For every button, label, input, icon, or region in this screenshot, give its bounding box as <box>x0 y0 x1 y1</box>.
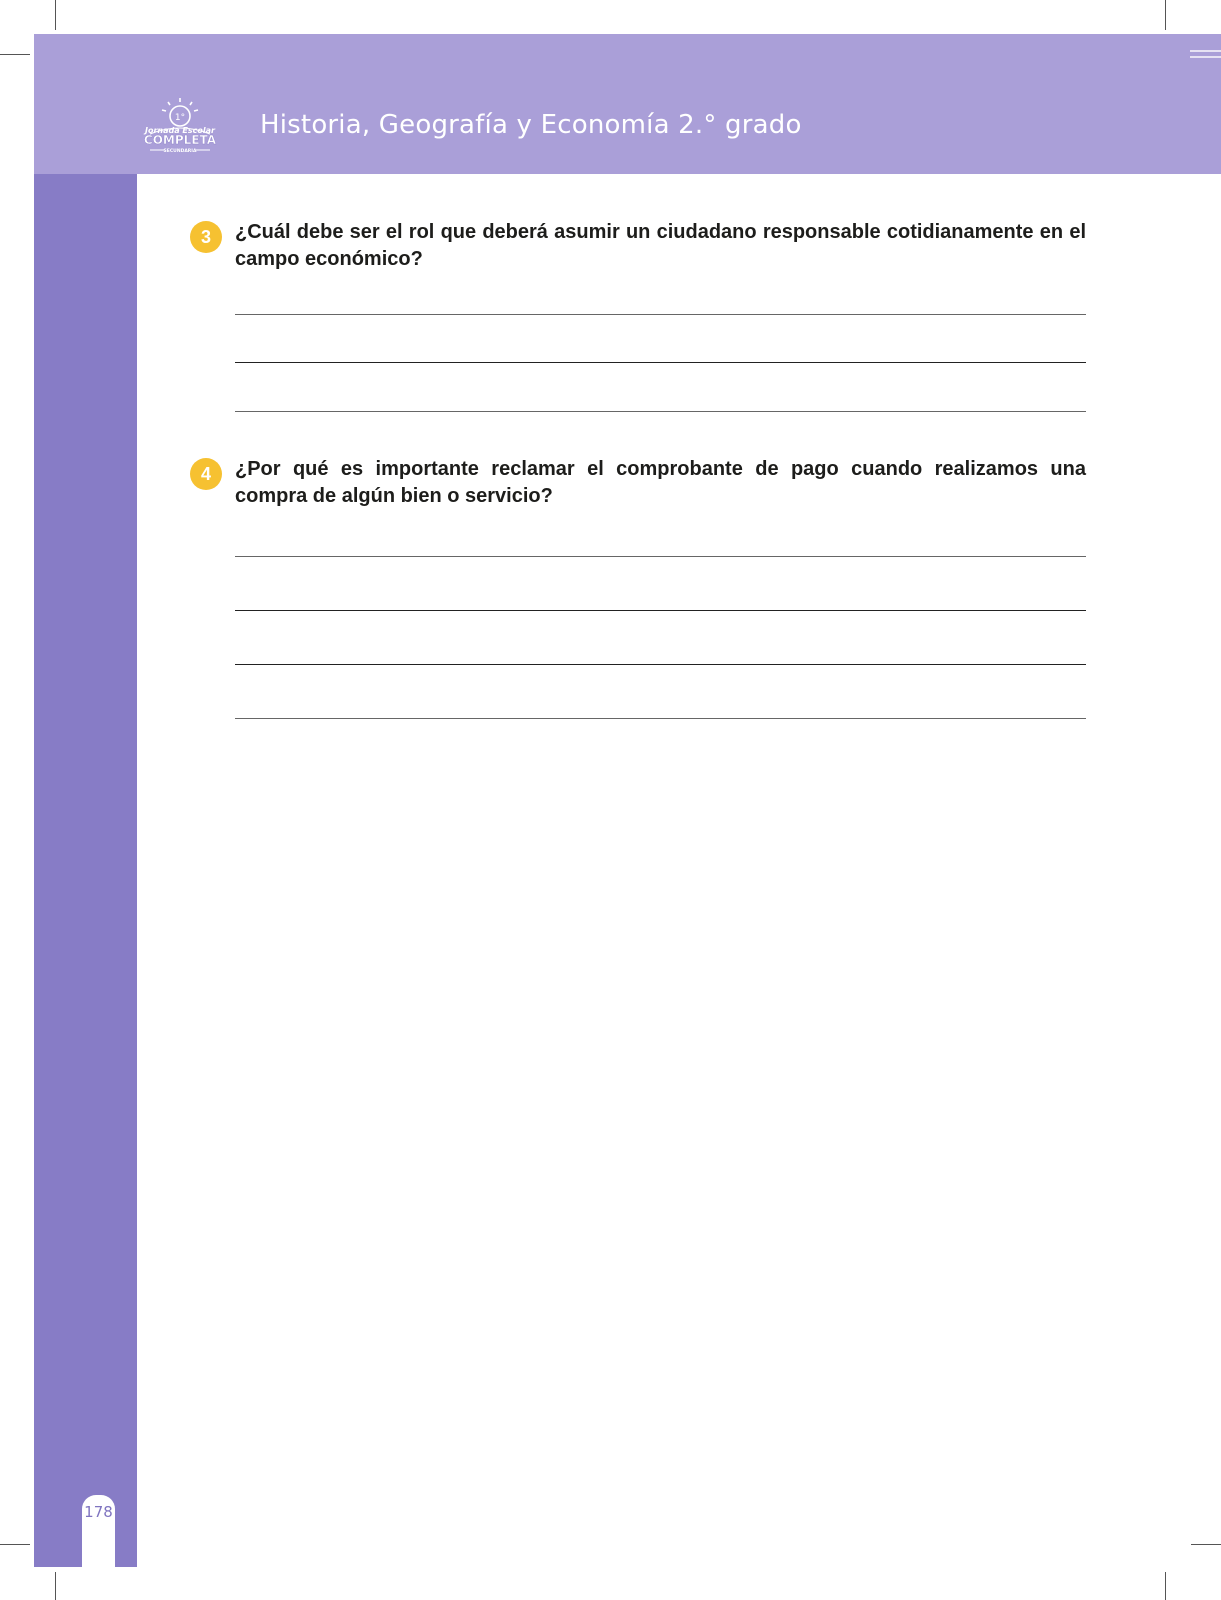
logo-line2: COMPLETA <box>143 133 217 147</box>
page-number: 178 <box>84 1503 113 1521</box>
question-text: ¿Por qué es importante reclamar el comprobante de pago cuando realizamos una compra de algún bien o servicio? <box>235 458 1086 507</box>
logo-line1: Jornada Escolar <box>145 126 215 135</box>
header-stripe <box>1190 50 1221 52</box>
answer-line[interactable] <box>235 556 1086 557</box>
crop-mark <box>0 1544 30 1545</box>
question-text: ¿Cuál debe ser el rol que deberá asumir un ciudadano responsable cotidianamente en el campo económico? <box>235 221 1086 270</box>
answer-line[interactable] <box>235 718 1086 719</box>
question-number-badge: 3 <box>190 221 222 253</box>
jornada-escolar-completa-logo <box>140 96 220 156</box>
side-bar <box>34 174 137 1567</box>
crop-mark <box>55 0 56 30</box>
crop-mark <box>1165 1572 1166 1600</box>
crop-mark <box>1191 1544 1221 1545</box>
answer-line[interactable] <box>235 664 1086 665</box>
question-number-badge: 4 <box>190 458 222 490</box>
answer-line[interactable] <box>235 314 1086 315</box>
svg-text:1°: 1° <box>174 113 186 123</box>
crop-mark <box>0 54 30 55</box>
answer-line[interactable] <box>235 411 1086 412</box>
answer-line[interactable] <box>235 362 1086 363</box>
answer-line[interactable] <box>235 610 1086 611</box>
page-title: Historia, Geografía y Economía 2.° grado <box>260 110 802 140</box>
crop-mark <box>1165 0 1166 30</box>
logo-line3: SECUNDARIA <box>163 149 197 154</box>
header-stripe <box>1190 56 1221 58</box>
crop-mark <box>55 1572 56 1600</box>
